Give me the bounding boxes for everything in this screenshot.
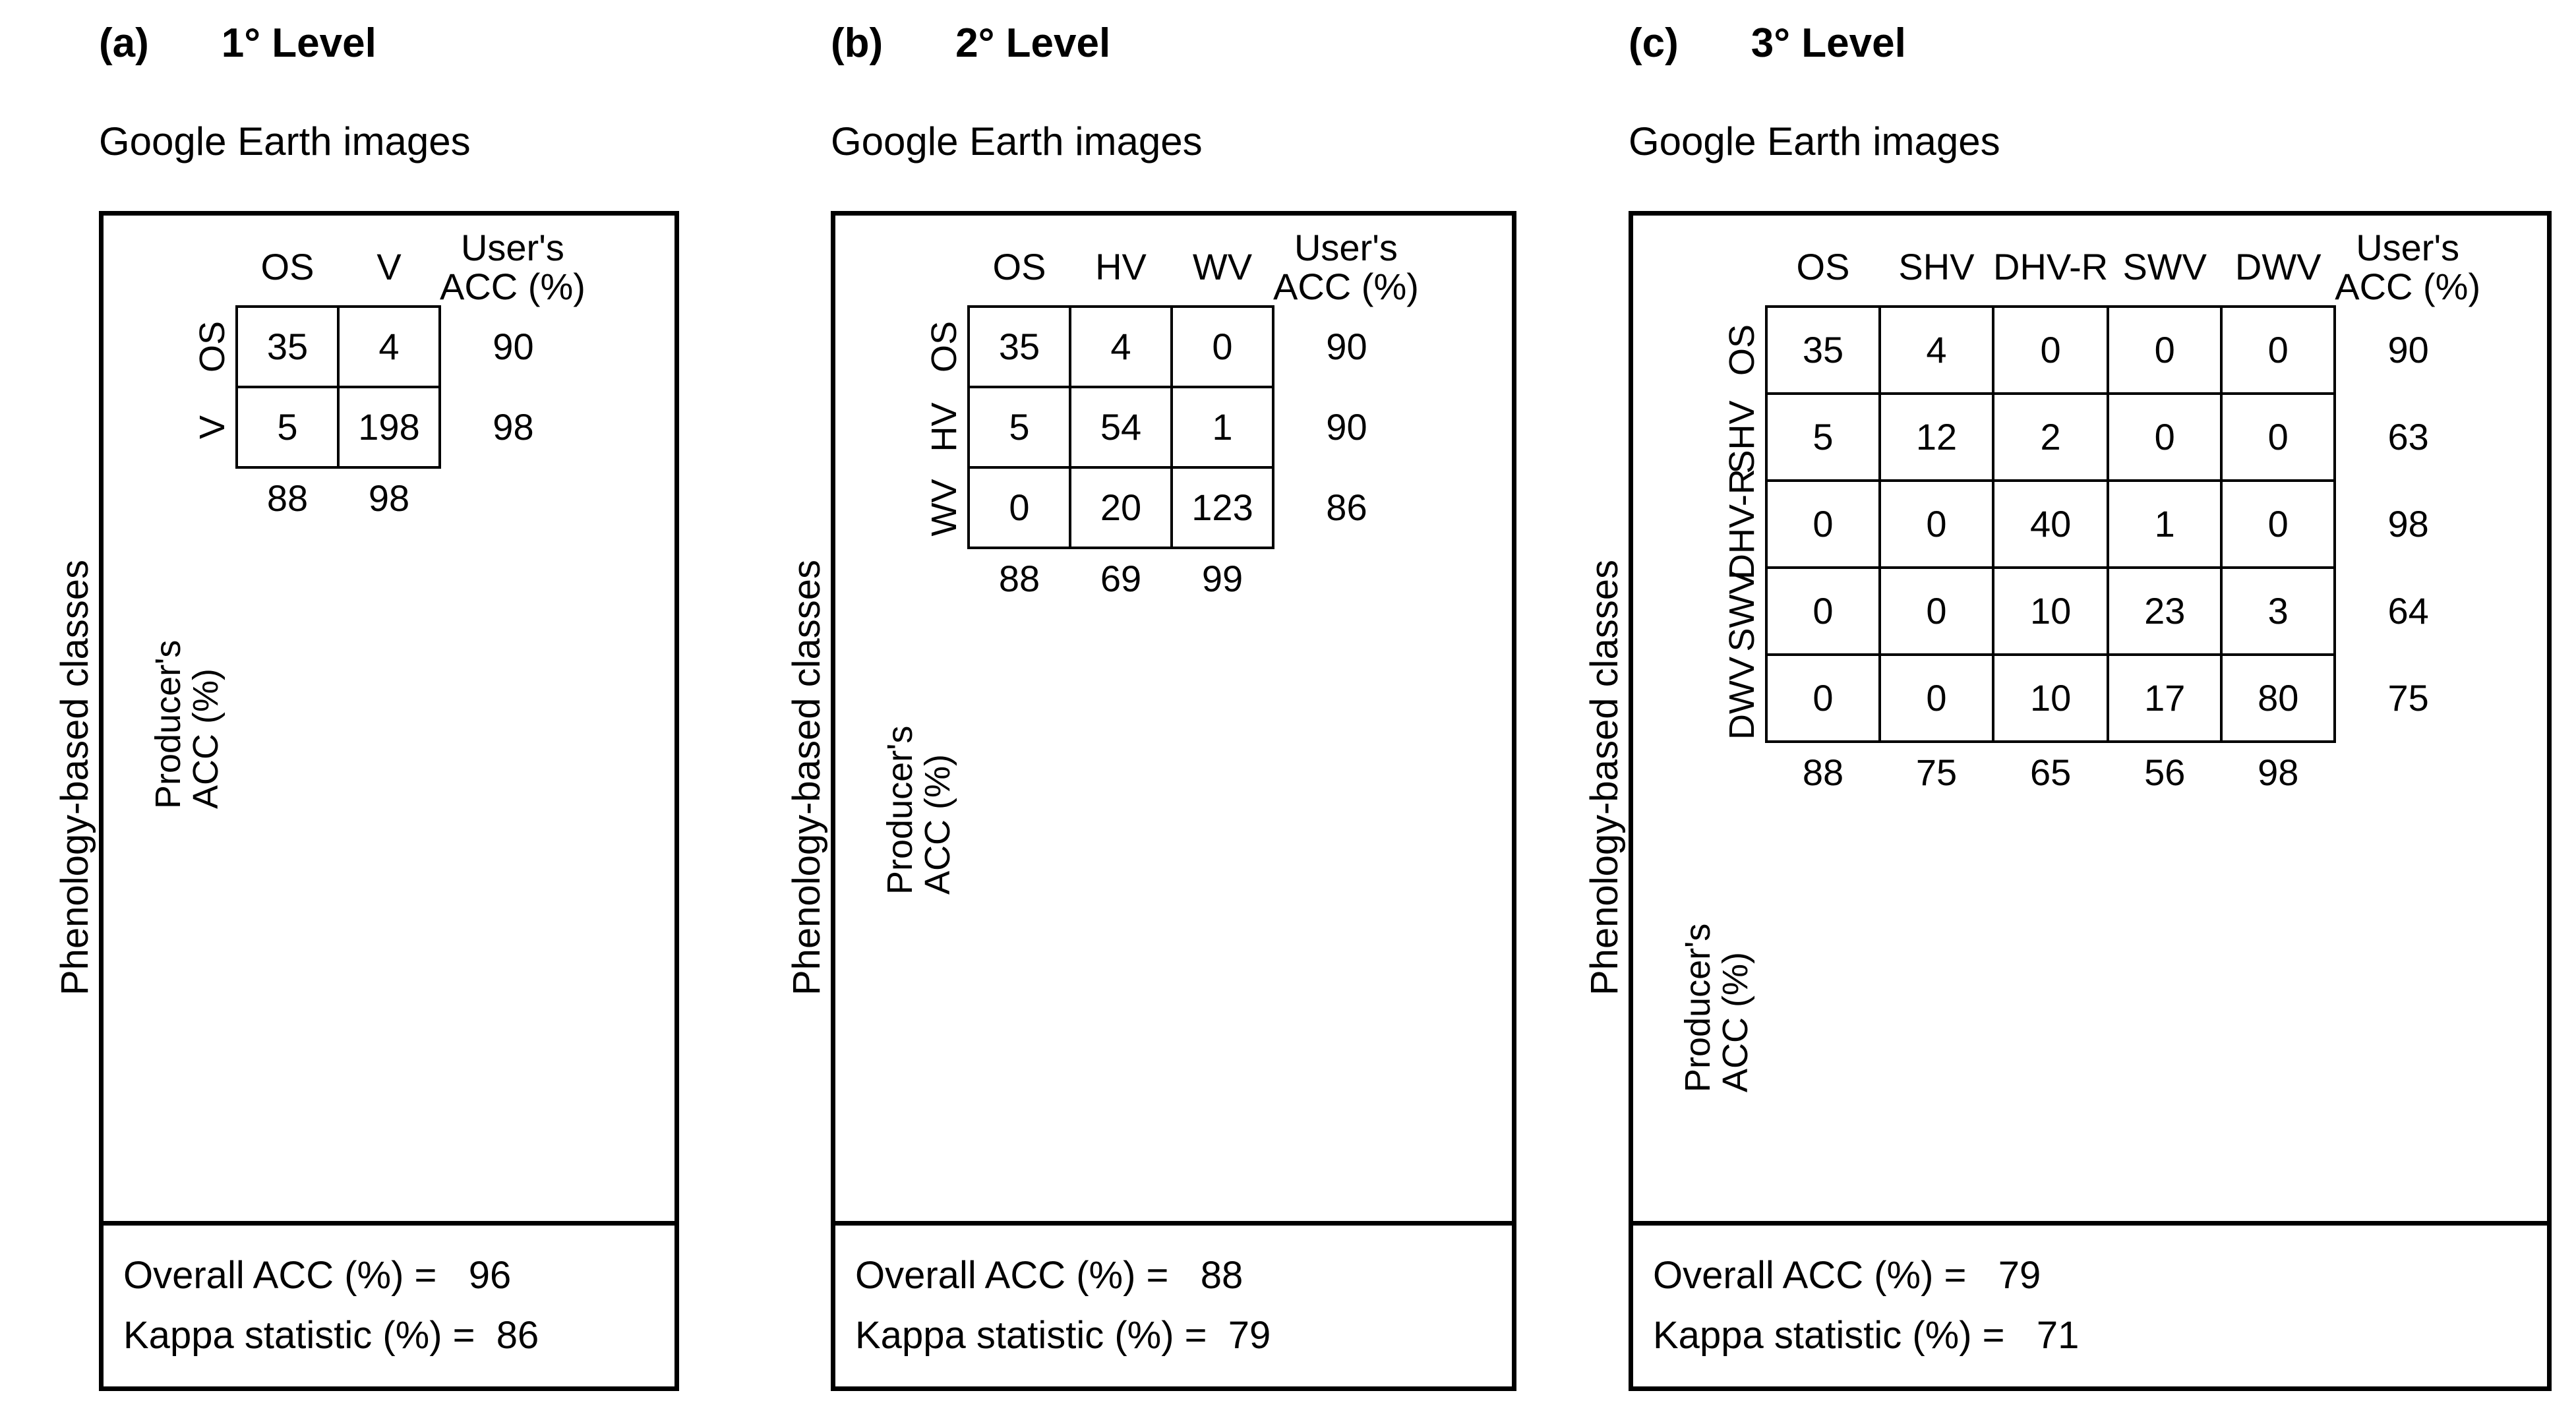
panel-a-subtitle: Google Earth images	[99, 119, 471, 163]
panel-c-user-acc-3: 64	[2387, 590, 2429, 632]
panel-b-row-label-1-text: HV	[924, 402, 964, 452]
panel-b-producer-row	[921, 548, 1419, 608]
panel-b-producer-acc-1: 69	[1100, 558, 1142, 600]
panel-b-overall-value: 88	[1200, 1254, 1243, 1297]
panel-a-row-label-1-text: V	[193, 415, 232, 439]
panel-c-row-label-3-text: SWV	[1722, 570, 1762, 652]
panel-b-user-acc-2: 86	[1326, 487, 1367, 529]
panel-c-user-acc-2: 98	[2387, 503, 2429, 545]
panel-b-col-header-0: OS	[992, 246, 1046, 288]
panel-a-kappa-value: 86	[496, 1314, 539, 1357]
panel-b-kappa	[855, 1313, 1492, 1357]
panel-c-cell-3-4: 3	[2221, 568, 2335, 655]
panel-a-matrix-wrap	[189, 229, 585, 528]
panel-a-summary	[104, 1221, 674, 1386]
panel-c-producer-acc-4: 98	[2258, 752, 2299, 794]
panel-c-producer-line1: Producer's	[1678, 923, 1718, 1092]
panel-b-producer-line2: ACC (%)	[917, 754, 957, 895]
panel-b-row-label-1	[921, 387, 969, 467]
panel-b-cell-1-2: 1	[1172, 387, 1273, 467]
panel-c-cell-2-0: 0	[1766, 481, 1880, 568]
panel-c-col-header-3: SWV	[2122, 246, 2207, 288]
panel-c-kappa	[1653, 1313, 2527, 1357]
panel-c	[1569, 0, 2545, 1424]
panel-a-prod-corner	[189, 467, 237, 528]
panel-a	[40, 0, 791, 1424]
table-row	[921, 467, 1419, 548]
panel-c-producer-line2: ACC (%)	[1715, 952, 1755, 1092]
panel-b-cell-0-2: 0	[1172, 307, 1273, 387]
panel-c-cell-0-2: 0	[1993, 307, 2108, 394]
panel-a-row-label-0	[189, 307, 237, 387]
table-row	[1719, 307, 2480, 394]
table-row	[1719, 568, 2480, 655]
panel-b-overall	[855, 1253, 1492, 1297]
panel-c-cell-3-3: 23	[2108, 568, 2221, 655]
panel-b-producer-line1: Producer's	[880, 725, 920, 895]
panel-b-cell-0-1: 4	[1070, 307, 1172, 387]
panel-c-producer-acc-1: 75	[1915, 752, 1958, 794]
panel-b-row-label-2-text: WV	[924, 479, 964, 537]
panel-a-producer-row	[189, 467, 585, 528]
panel-c-user-acc-4: 75	[2387, 677, 2429, 719]
panel-a-producer-line2: ACC (%)	[185, 668, 225, 809]
panel-c-row-label-0	[1719, 307, 1766, 394]
panel-c-user-line2: ACC (%)	[2335, 265, 2481, 307]
table-row	[921, 387, 1419, 467]
panel-b-prod-corner	[921, 548, 969, 608]
panel-c-matrix	[1719, 229, 2480, 802]
panel-b-cell-2-2: 123	[1172, 467, 1273, 548]
panel-c-user-acc-0: 90	[2387, 329, 2429, 371]
panel-c-cell-2-3: 1	[2108, 481, 2221, 568]
panel-a-kappa-label: Kappa statistic (%) =	[123, 1314, 475, 1357]
panel-a-matrix	[189, 229, 585, 528]
panel-c-cell-4-4: 80	[2221, 655, 2335, 742]
panel-c-cell-1-2: 2	[1993, 394, 2108, 481]
panel-b-cell-0-0: 35	[969, 307, 1070, 387]
panel-a-col-header-1: V	[376, 246, 402, 288]
panel-a-cell-1-1: 198	[338, 387, 440, 467]
panel-c-producer-row	[1719, 742, 2480, 802]
panel-b-producer-acc-0: 88	[998, 558, 1040, 600]
panel-a-overall-label: Overall ACC (%) =	[123, 1254, 437, 1297]
panel-c-cell-2-2: 40	[1993, 481, 2108, 568]
panel-b-user-acc-0: 90	[1326, 326, 1367, 368]
panel-c-row-label-1	[1719, 394, 1766, 481]
panel-c-cell-4-0: 0	[1766, 655, 1880, 742]
panel-b-title: 2° Level	[955, 20, 1111, 66]
panel-c-cell-4-1: 0	[1880, 655, 1993, 742]
panel-c-user-line1: User's	[2356, 227, 2460, 268]
panel-c-user-acc-1: 63	[2387, 416, 2429, 458]
panel-c-col-header-1: SHV	[1898, 246, 1975, 288]
panel-c-y-axis-label: Phenology-based classes	[1583, 560, 1626, 995]
panel-c-cell-2-4: 0	[2221, 481, 2335, 568]
panel-a-user-acc-1: 98	[493, 406, 534, 448]
panel-a-title: 1° Level	[221, 20, 376, 66]
panel-a-user-line1: User's	[460, 227, 564, 268]
panel-b-cell-2-0: 0	[969, 467, 1070, 548]
panel-c-box	[1629, 211, 2552, 1391]
panel-a-header	[99, 20, 376, 67]
panel-c-cell-4-3: 17	[2108, 655, 2221, 742]
panel-b-user-line2: ACC (%)	[1273, 265, 1419, 307]
panel-c-producer-label	[1679, 924, 1754, 1092]
panel-a-corner	[189, 229, 237, 307]
panel-c-row-label-4-text: DWV	[1722, 656, 1762, 740]
table-row	[189, 307, 585, 387]
panel-b-cell-2-1: 20	[1070, 467, 1172, 548]
panel-b-producer-acc-2: 99	[1201, 558, 1243, 600]
panel-a-row-label-1	[189, 387, 237, 467]
panel-a-kappa	[123, 1313, 655, 1357]
panel-a-producer-label	[150, 640, 224, 809]
panel-b-cell-1-0: 5	[969, 387, 1070, 467]
table-row	[1719, 655, 2480, 742]
panel-b-row-label-0-text: OS	[924, 320, 964, 372]
panel-c-col-header-0: OS	[1796, 246, 1850, 288]
panel-b-subtitle: Google Earth images	[831, 119, 1203, 163]
panel-a-producer-line1: Producer's	[148, 639, 188, 809]
panel-b-tag: (b)	[831, 20, 884, 66]
panel-c-prod-corner	[1719, 742, 1766, 802]
panel-a-box	[99, 211, 679, 1391]
panel-a-tag: (a)	[99, 20, 149, 66]
panel-b-col-header-1: HV	[1095, 246, 1147, 288]
panel-c-overall-label: Overall ACC (%) =	[1653, 1254, 1967, 1297]
panel-c-overall-value: 79	[1998, 1254, 2041, 1297]
panel-b-summary	[835, 1221, 1512, 1386]
panel-b-user-acc-1: 90	[1326, 406, 1367, 448]
panel-c-cell-3-0: 0	[1766, 568, 1880, 655]
panel-c-header-row	[1719, 229, 2480, 307]
panel-c-row-label-3	[1719, 568, 1766, 655]
panel-c-cell-0-0: 35	[1766, 307, 1880, 394]
panel-b-user-line1: User's	[1294, 227, 1398, 268]
panel-c-cell-1-0: 5	[1766, 394, 1880, 481]
panel-b	[771, 0, 1563, 1424]
panel-c-cell-1-3: 0	[2108, 394, 2221, 481]
panel-c-user-acc-header	[2335, 229, 2480, 307]
panel-c-cell-0-3: 0	[2108, 307, 2221, 394]
panel-a-producer-acc-1: 98	[368, 477, 410, 519]
panel-c-col-header-4: DWV	[2234, 246, 2321, 288]
panel-c-corner	[1719, 229, 1766, 307]
panel-c-row-label-2-text: DHV-R	[1722, 468, 1762, 579]
panel-c-cell-1-4: 0	[2221, 394, 2335, 481]
panel-c-cell-3-2: 10	[1993, 568, 2108, 655]
panel-b-row-label-0	[921, 307, 969, 387]
panel-c-matrix-wrap	[1719, 229, 2480, 802]
panel-a-user-line2: ACC (%)	[440, 265, 585, 307]
panel-a-header-row	[189, 229, 585, 307]
panel-c-col-header-2: DHV-R	[1993, 246, 2109, 288]
panel-c-row-label-1-text: SHV	[1722, 400, 1762, 474]
panel-b-producer-label	[882, 726, 956, 895]
panel-c-producer-acc-2: 65	[2029, 752, 2072, 794]
panel-b-row-label-2	[921, 467, 969, 548]
panel-c-row-label-4	[1719, 655, 1766, 742]
panel-c-cell-0-4: 0	[2221, 307, 2335, 394]
panel-c-cell-0-1: 4	[1880, 307, 1993, 394]
panel-c-row-label-0-text: OS	[1722, 324, 1762, 376]
panel-c-header	[1629, 20, 1906, 67]
panel-a-overall	[123, 1253, 655, 1297]
panel-b-overall-label: Overall ACC (%) =	[855, 1254, 1169, 1297]
panel-a-row-label-0-text: OS	[193, 320, 232, 372]
panel-b-y-axis-label: Phenology-based classes	[785, 560, 828, 995]
panel-c-cell-1-1: 12	[1880, 394, 1993, 481]
panel-b-matrix	[921, 229, 1419, 608]
panel-c-cell-4-2: 10	[1993, 655, 2108, 742]
panel-b-box	[831, 211, 1516, 1391]
panel-b-header	[831, 20, 1110, 67]
panel-b-matrix-wrap	[921, 229, 1419, 608]
panel-a-cell-1-0: 5	[237, 387, 338, 467]
panel-c-title: 3° Level	[1751, 20, 1906, 66]
panel-b-header-row	[921, 229, 1419, 307]
panel-c-cell-3-1: 0	[1880, 568, 1993, 655]
panel-a-cell-0-1: 4	[338, 307, 440, 387]
panel-b-user-acc-header	[1273, 229, 1419, 307]
panel-b-kappa-value: 79	[1228, 1314, 1271, 1357]
panel-c-kappa-value: 71	[2036, 1314, 2080, 1357]
panel-c-prod-pad	[2335, 742, 2480, 802]
panel-c-tag: (c)	[1629, 20, 1679, 66]
panel-a-producer-acc-0: 88	[266, 477, 309, 519]
panel-b-col-header-2: WV	[1192, 246, 1253, 288]
panel-a-prod-pad	[440, 467, 585, 528]
panel-c-kappa-label: Kappa statistic (%) =	[1653, 1314, 2005, 1357]
panel-c-producer-acc-3: 56	[2144, 752, 2186, 794]
panel-a-y-axis-label: Phenology-based classes	[53, 560, 96, 995]
panel-c-row-label-2	[1719, 468, 1766, 579]
panel-c-overall	[1653, 1253, 2527, 1297]
panel-b-prod-pad	[1273, 548, 1419, 608]
panel-a-user-acc-0: 90	[493, 326, 534, 368]
panel-c-subtitle: Google Earth images	[1629, 119, 2000, 163]
panel-a-col-header-0: OS	[260, 246, 315, 288]
panel-a-overall-value: 96	[468, 1254, 512, 1297]
table-row	[1719, 394, 2480, 481]
table-row	[921, 307, 1419, 387]
panel-a-user-acc-header	[440, 229, 585, 307]
panel-a-cell-0-0: 35	[237, 307, 338, 387]
panel-b-kappa-label: Kappa statistic (%) =	[855, 1314, 1207, 1357]
panel-c-summary	[1633, 1221, 2547, 1386]
table-row	[1719, 481, 2480, 568]
table-row	[189, 387, 585, 467]
panel-c-producer-acc-0: 88	[1802, 752, 1844, 794]
panel-b-corner	[921, 229, 969, 307]
panel-c-cell-2-1: 0	[1880, 481, 1993, 568]
panel-b-cell-1-1: 54	[1070, 387, 1172, 467]
